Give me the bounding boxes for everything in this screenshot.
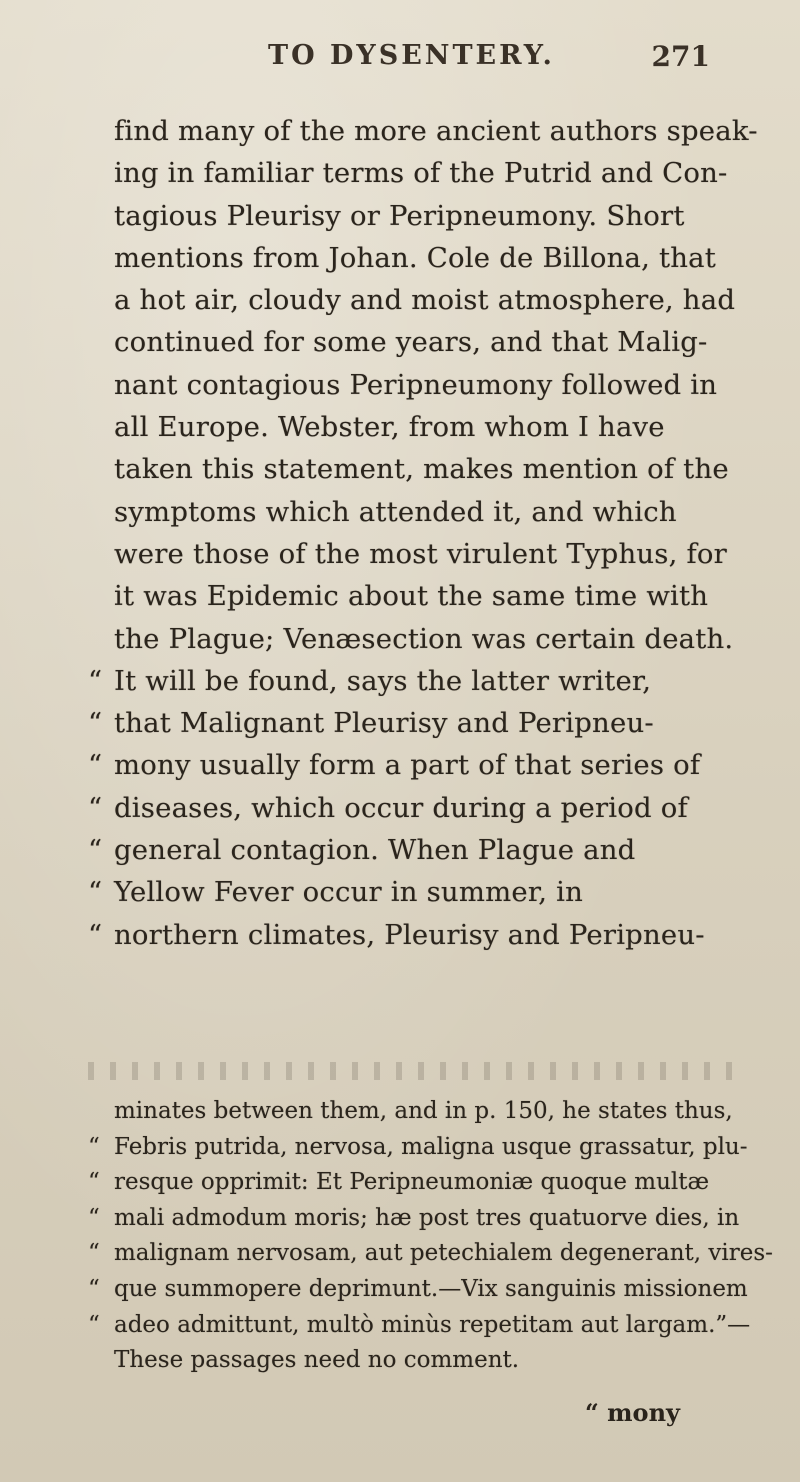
text-line (88, 195, 748, 237)
footnote-text (88, 1094, 773, 1379)
quote-mark: “ (88, 707, 103, 740)
catchword: “ mony (585, 1398, 680, 1427)
line-text: that Malignant Pleurisy and Peripneu- (114, 707, 654, 740)
quote-mark: “ (88, 834, 103, 867)
line-text: it was Epidemic about the same time with (114, 580, 709, 613)
line-text: ing in familiar terms of the Putrid and Con- (114, 157, 728, 190)
line-text: minates between them, and in p. 150, he states thus, (114, 1098, 733, 1124)
footnote-line (88, 1201, 758, 1237)
text-line (88, 914, 748, 956)
text-line (88, 237, 748, 279)
line-text: northern climates, Pleurisy and Peripneu- (114, 918, 705, 951)
footnote-line (88, 1343, 758, 1379)
text-line (88, 871, 748, 913)
text-line (88, 787, 748, 829)
footnote-line (88, 1094, 758, 1130)
page-number: 271 (651, 40, 710, 73)
line-text: It will be found, says the latter writer, (114, 664, 652, 697)
footnote-line (88, 1130, 758, 1166)
text-line (88, 575, 748, 617)
line-text: mali admodum moris; hæ post tres quatuorve dies, in (114, 1204, 740, 1231)
line-text: symptoms which attended it, and which (114, 495, 677, 528)
text-line (88, 702, 748, 744)
line-text: were those of the most virulent Typhus, for (114, 537, 727, 570)
text-line (88, 829, 748, 871)
line-text: all Europe. Webster, from whom I have (114, 411, 665, 444)
text-line (88, 406, 748, 448)
line-text: Febris putrida, nervosa, maligna usque grassatur, plu- (114, 1133, 748, 1160)
text-line (88, 448, 748, 490)
show-through-line (88, 1062, 748, 1080)
line-text: diseases, which occur during a period of (114, 791, 688, 824)
running-title: TO DYSENTERY. (268, 40, 555, 71)
quote-mark: “ (88, 664, 103, 697)
quote-mark: “ (88, 791, 103, 824)
line-text: a hot air, cloudy and moist atmosphere, had (114, 284, 736, 317)
line-text: mony usually form a part of that series of (114, 749, 701, 782)
text-line (88, 110, 758, 152)
quote-mark: “ (88, 1311, 100, 1338)
quote-mark: “ (88, 1240, 100, 1267)
text-line (88, 744, 748, 786)
footnote-line (88, 1236, 773, 1272)
line-text: tagious Pleurisy or Peripneumony. Short (114, 199, 685, 232)
line-text: the Plague; Venæsection was certain death. (114, 622, 734, 655)
text-line (88, 152, 748, 194)
text-line (88, 660, 748, 702)
line-text: find many of the more ancient authors speak- (114, 115, 758, 147)
line-text: malignam nervosam, aut petechialem degenerant, vires- (114, 1240, 773, 1267)
line-text: que summopere deprimunt.—Vix sanguinis missionem (114, 1275, 748, 1302)
line-text: nant contagious Peripneumony followed in (114, 368, 718, 401)
text-line (88, 364, 748, 406)
quote-mark: “ (88, 749, 103, 782)
text-line (88, 533, 748, 575)
line-text: mentions from Johan. Cole de Billona, that (114, 241, 716, 274)
line-text: Yellow Fever occur in summer, in (114, 876, 583, 909)
running-head (90, 40, 740, 80)
text-line (88, 321, 748, 363)
line-text: continued for some years, and that Malig- (114, 326, 708, 359)
quote-mark: “ (88, 1133, 100, 1160)
quote-mark: “ (88, 876, 103, 909)
line-text: adeo admittunt, multò minùs repetitam aut largam.”— (114, 1311, 751, 1338)
quote-mark: “ (88, 1275, 100, 1302)
quote-mark: “ (88, 918, 103, 951)
footnote-line (88, 1272, 758, 1308)
line-text: general contagion. When Plague and (114, 834, 636, 867)
line-text: These passages need no comment. (114, 1347, 520, 1374)
main-text (88, 110, 758, 956)
text-line (88, 491, 748, 533)
quote-mark: “ (88, 1204, 100, 1231)
text-line (88, 279, 748, 321)
line-text: taken this statement, makes mention of the (114, 453, 729, 486)
footnote-line (88, 1165, 758, 1201)
text-line (88, 618, 748, 660)
footnote-line (88, 1308, 758, 1344)
quote-mark: “ (88, 1169, 100, 1196)
line-text: resque opprimit: Et Peripneumoniæ quoque multæ (114, 1169, 710, 1196)
